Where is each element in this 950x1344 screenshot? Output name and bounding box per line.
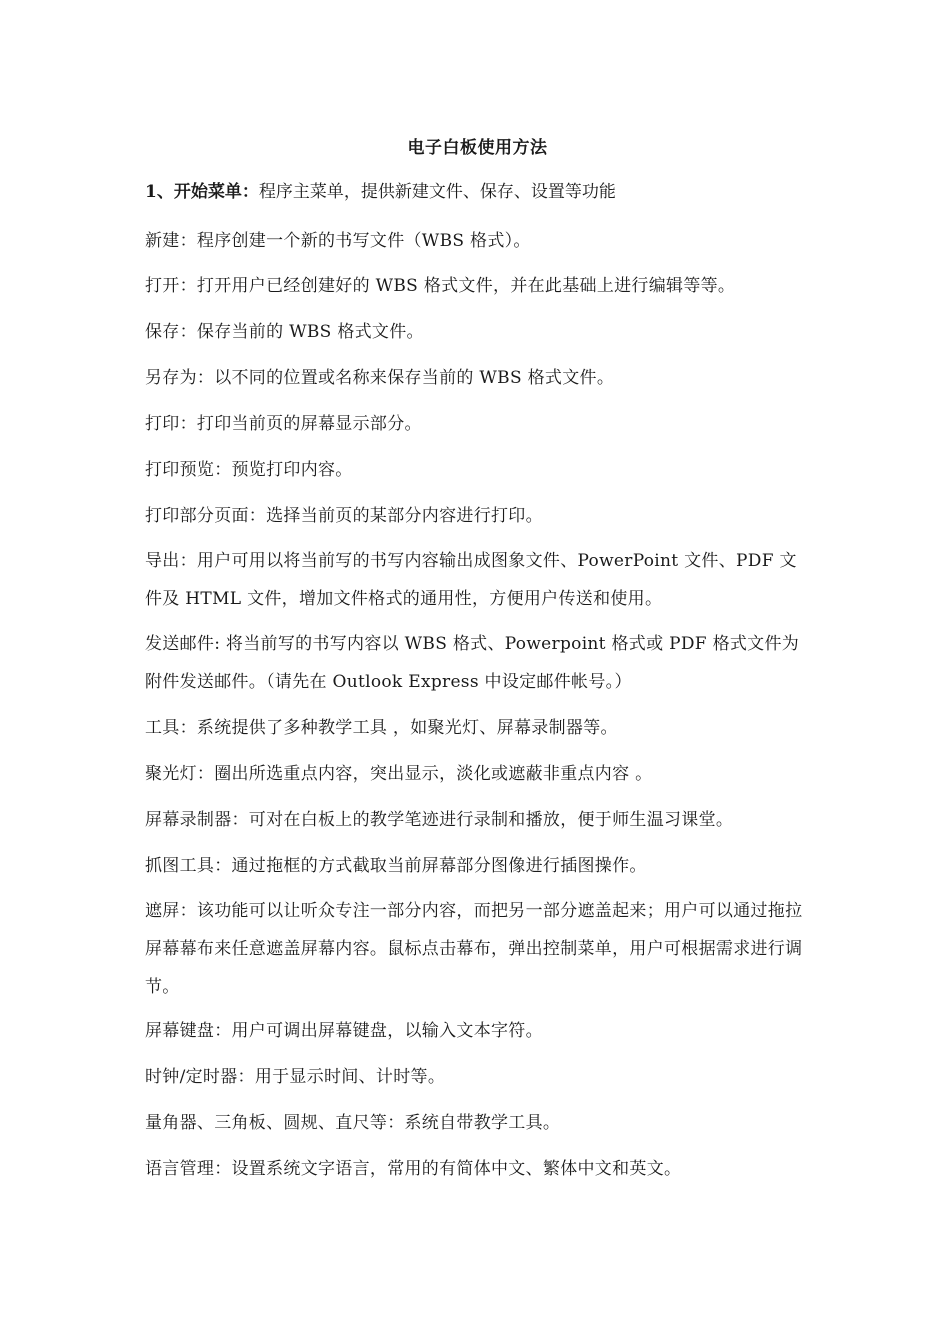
paragraph-tools: 工具：系统提供了多种教学工具 ，如聚光灯、屏幕录制器等。 <box>145 718 618 738</box>
paragraph-spotlight: 聚光灯：圈出所选重点内容，突出显示，淡化或遮蔽非重点内容 。 <box>145 764 653 784</box>
section-text: 程序主菜单，提供新建文件、保存、设置等功能 <box>258 182 616 202</box>
paragraph-print-partial: 打印部分页面：选择当前页的某部分内容进行打印。 <box>145 506 543 526</box>
paragraph-capture-tool: 抓图工具：通过拖框的方式截取当前屏幕部分图像进行插图操作。 <box>145 856 647 876</box>
paragraph-screen-keyboard: 屏幕键盘：用户可调出屏幕键盘，以输入文本字符。 <box>145 1021 543 1041</box>
paragraph-print: 打印：打印当前页的屏幕显示部分。 <box>145 414 422 434</box>
paragraph-save: 保存：保存当前的 WBS 格式文件。 <box>145 322 424 342</box>
paragraph-language: 语言管理：设置系统文字语言，常用的有简体中文、繁体中文和英文。 <box>145 1159 682 1179</box>
paragraph-save-as: 另存为：以不同的位置或名称来保存当前的 WBS 格式文件。 <box>145 368 615 388</box>
paragraph-geometry-tools: 量角器、三角板、圆规、直尺等：系统自带教学工具。 <box>145 1113 561 1133</box>
section-label: 1、开始菜单： <box>145 182 259 202</box>
paragraph-send-mail: 发送邮件: 将当前写的书写内容以 WBS 格式、Powerpoint 格式或 PDF 格式文件为附件发送邮件。（请先在 Outlook Express 中设定邮件帐号。） <box>145 634 800 692</box>
paragraph-print-preview: 打印预览：预览打印内容。 <box>145 460 353 480</box>
paragraph-screen-shade: 遮屏：该功能可以让听众专注一部分内容，而把另一部分遮盖起来；用户可以通过拖拉屏幕幕布来任意遮盖屏幕内容。鼠标点击幕布，弹出控制菜单，用户可根据需求进行调节。 <box>145 901 803 997</box>
paragraph-screen-recorder: 屏幕录制器：可对在白板上的教学笔迹进行录制和播放，便于师生温习课堂。 <box>145 810 734 830</box>
document-title: 电子白板使用方法 <box>407 138 548 158</box>
section-heading <box>145 180 810 204</box>
paragraph-new: 新建：程序创建一个新的书写文件（WBS 格式）。 <box>145 231 531 251</box>
paragraph-open: 打开：打开用户已经创建好的 WBS 格式文件，并在此基础上进行编辑等等。 <box>145 276 736 296</box>
paragraph-export: 导出：用户可用以将当前写的书写内容输出成图象文件、PowerPoint 文件、PDF 文件及 HTML 文件，增加文件格式的通用性，方便用户传送和使用。 <box>145 551 797 609</box>
paragraph-clock-timer: 时钟/定时器：用于显示时间、计时等。 <box>145 1067 446 1087</box>
